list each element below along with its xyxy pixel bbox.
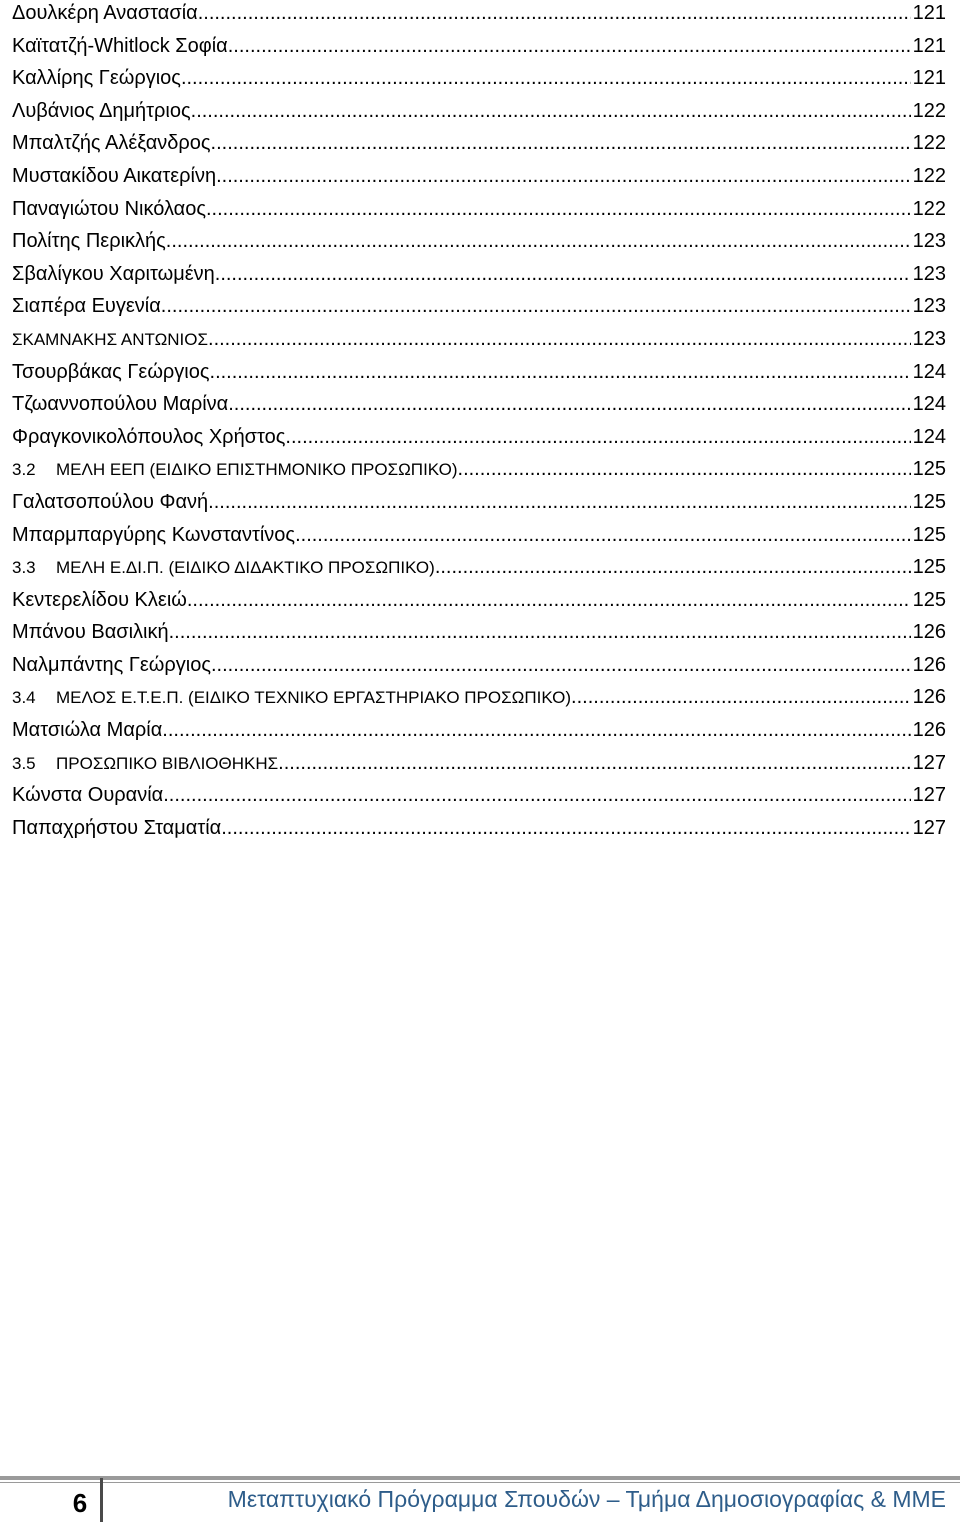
toc-section-title <box>12 457 458 483</box>
toc-entry-page: 122 <box>912 132 946 155</box>
toc-section-entry[interactable] <box>12 684 946 717</box>
toc-entry-page: 127 <box>912 784 946 807</box>
toc-entry-title: Παπαχρήστου Σταματία <box>12 816 222 839</box>
toc-entry-title: Γαλατσοπούλου Φανή <box>12 490 209 513</box>
toc-section-label: ΜΕΛΟΣ Ε.Τ.Ε.Π. (ΕΙΔΙΚΟ ΤΕΧΝΙΚΟ ΕΡΓΑΣΤΗΡΙΑΚΟ ΠΡΟΣΩΠΙΚΟ) <box>56 688 572 708</box>
toc-entry-page: 124 <box>912 425 946 448</box>
toc-entry-page: 123 <box>912 327 946 350</box>
toc-entry[interactable] <box>12 261 946 294</box>
toc-entry[interactable] <box>12 815 946 848</box>
toc-entry-page: 125 <box>912 458 946 481</box>
toc-section-label: ΠΡΟΣΩΠΙΚΟ ΒΙΒΛΙΟΘΗΚΗΣ <box>56 753 279 773</box>
toc-entry-page: 123 <box>912 262 946 285</box>
toc-entry-page: 121 <box>912 34 946 57</box>
toc-section-label: ΜΕΛΗ ΕΕΠ (ΕΙΔΙΚΟ ΕΠΙΣΤΗΜΟΝΙΚΟ ΠΡΟΣΩΠΙΚΟ) <box>56 460 458 480</box>
toc-entry[interactable] <box>12 717 946 750</box>
table-of-contents <box>12 0 946 847</box>
toc-leader-dots <box>210 359 911 385</box>
toc-entry[interactable] <box>12 359 946 392</box>
toc-entry-title: Μπαλτζής Αλέξανδρος <box>12 132 211 155</box>
footer-rule <box>0 1476 960 1480</box>
toc-entry-title: Φραγκονικολόπουλος Χρήστος <box>12 425 286 448</box>
footer-page-number: 6 <box>72 1488 88 1518</box>
toc-entry-title: Μυστακίδου Αικατερίνη <box>12 164 217 187</box>
toc-leader-dots <box>161 293 911 319</box>
toc-entry[interactable] <box>12 163 946 196</box>
toc-entry-title: Ναλμπάντης Γεώργιος <box>12 653 211 676</box>
toc-leader-dots <box>191 98 911 124</box>
toc-entry[interactable] <box>12 424 946 457</box>
footer-divider <box>100 1478 103 1522</box>
toc-entry-page: 126 <box>912 621 946 644</box>
toc-leader-dots <box>211 652 911 678</box>
toc-leader-dots <box>208 326 911 352</box>
toc-leader-dots <box>211 130 911 156</box>
toc-entry-title: Μπαρμπαργύρης Κωνσταντίνος <box>12 523 296 546</box>
toc-entry-page: 123 <box>912 295 946 318</box>
toc-leader-dots <box>228 391 910 417</box>
toc-entry[interactable] <box>12 587 946 620</box>
toc-leader-dots <box>162 717 910 743</box>
toc-entry[interactable] <box>12 326 946 359</box>
toc-entry-page: 124 <box>912 360 946 383</box>
toc-leader-dots <box>198 0 911 26</box>
toc-section-label: ΜΕΛΗ Ε.ΔΙ.Π. (ΕΙΔΙΚΟ ΔΙΔΑΚΤΙΚΟ ΠΡΟΣΩΠΙΚΟ) <box>56 558 435 578</box>
toc-entry-title: Δουλκέρη Αναστασία <box>12 2 198 24</box>
toc-section-number: 3.5 <box>12 753 36 773</box>
toc-section-entry[interactable] <box>12 554 946 587</box>
toc-entry[interactable] <box>12 130 946 163</box>
toc-entry-title: Σιαπέρα Ευγενία <box>12 295 161 318</box>
toc-entry-title: Ματσιώλα Μαρία <box>12 719 163 742</box>
toc-section-title <box>12 555 435 581</box>
toc-leader-dots <box>215 261 911 287</box>
toc-entry[interactable] <box>12 98 946 131</box>
toc-entry-page: 126 <box>912 686 946 709</box>
toc-entry[interactable] <box>12 782 946 815</box>
footer-text: Μεταπτυχιακό Πρόγραμμα Σπουδών – Τμήμα Δημοσιογραφίας & ΜΜΕ <box>227 1486 946 1512</box>
toc-entry-page: 123 <box>912 230 946 253</box>
toc-leader-dots <box>221 815 910 841</box>
toc-leader-dots <box>216 163 911 189</box>
toc-leader-dots <box>163 782 910 808</box>
toc-entry-page: 126 <box>912 653 946 676</box>
toc-entry-title: Λυβάνιος Δημήτριος <box>12 99 191 122</box>
toc-entry[interactable] <box>12 652 946 685</box>
toc-entry[interactable] <box>12 619 946 652</box>
toc-entry-title: Τζωαννοπούλου Μαρίνα <box>12 393 229 416</box>
toc-entry-title: Παναγιώτου Νικόλαος <box>12 197 206 220</box>
toc-entry-page: 122 <box>912 164 946 187</box>
toc-section-number: 3.3 <box>12 558 36 578</box>
toc-entry-title: Καλλίρης Γεώργιος <box>12 67 181 90</box>
toc-entry-title: Μπάνου Βασιλική <box>12 621 169 644</box>
toc-entry[interactable] <box>12 196 946 229</box>
toc-entry-page: 121 <box>912 2 946 24</box>
toc-entry-page: 125 <box>912 523 946 546</box>
toc-entry-title: Πολίτης Περικλής <box>12 230 166 253</box>
toc-entry[interactable] <box>12 489 946 522</box>
toc-leader-dots <box>571 684 911 710</box>
toc-entry-title: Καϊτατζή-Whitlock Σοφία <box>12 34 228 57</box>
toc-entry[interactable] <box>12 293 946 326</box>
toc-entry-page: 127 <box>912 816 946 839</box>
toc-leader-dots <box>187 587 911 613</box>
toc-section-entry[interactable] <box>12 456 946 489</box>
toc-leader-dots <box>285 424 910 450</box>
toc-section-number: 3.4 <box>12 688 36 708</box>
toc-leader-dots <box>295 522 911 548</box>
toc-leader-dots <box>206 196 911 222</box>
toc-leader-dots <box>181 65 911 91</box>
toc-leader-dots <box>166 228 911 254</box>
toc-entry[interactable] <box>12 0 946 33</box>
toc-section-number: 3.2 <box>12 460 36 480</box>
toc-section-title <box>12 685 571 711</box>
toc-entry-page: 125 <box>912 588 946 611</box>
footer-rule-thin <box>0 1482 960 1483</box>
toc-entry-title: ΣΚΑΜΝΑΚΗΣ ΑΝΤΩΝΙΟΣ <box>12 329 209 349</box>
toc-entry-title: Κώνστα Ουρανία <box>12 784 164 807</box>
toc-entry-page: 125 <box>912 556 946 579</box>
toc-entry[interactable] <box>12 522 946 555</box>
toc-entry[interactable] <box>12 33 946 66</box>
toc-entry-page: 127 <box>912 751 946 774</box>
toc-leader-dots <box>169 619 911 645</box>
toc-leader-dots <box>458 456 911 482</box>
toc-entry-title: Τσουρβάκας Γεώργιος <box>12 360 210 383</box>
toc-section-title <box>12 751 278 777</box>
toc-entry-page: 126 <box>912 719 946 742</box>
toc-leader-dots <box>435 554 911 580</box>
toc-section-entry[interactable] <box>12 750 946 783</box>
toc-entry[interactable] <box>12 228 946 261</box>
toc-entry-title: Σβαλίγκου Χαριτωμένη <box>12 262 215 285</box>
toc-entry[interactable] <box>12 65 946 98</box>
toc-entry-page: 122 <box>912 197 946 220</box>
toc-leader-dots <box>228 33 911 59</box>
toc-entry-page: 122 <box>912 99 946 122</box>
toc-entry-title: Κεντερελίδου Κλειώ <box>12 588 187 611</box>
toc-entry[interactable] <box>12 391 946 424</box>
toc-entry-page: 124 <box>912 393 946 416</box>
toc-entry-page: 125 <box>912 490 946 513</box>
toc-leader-dots <box>208 489 910 515</box>
toc-entry-page: 121 <box>912 67 946 90</box>
toc-leader-dots <box>278 750 910 776</box>
